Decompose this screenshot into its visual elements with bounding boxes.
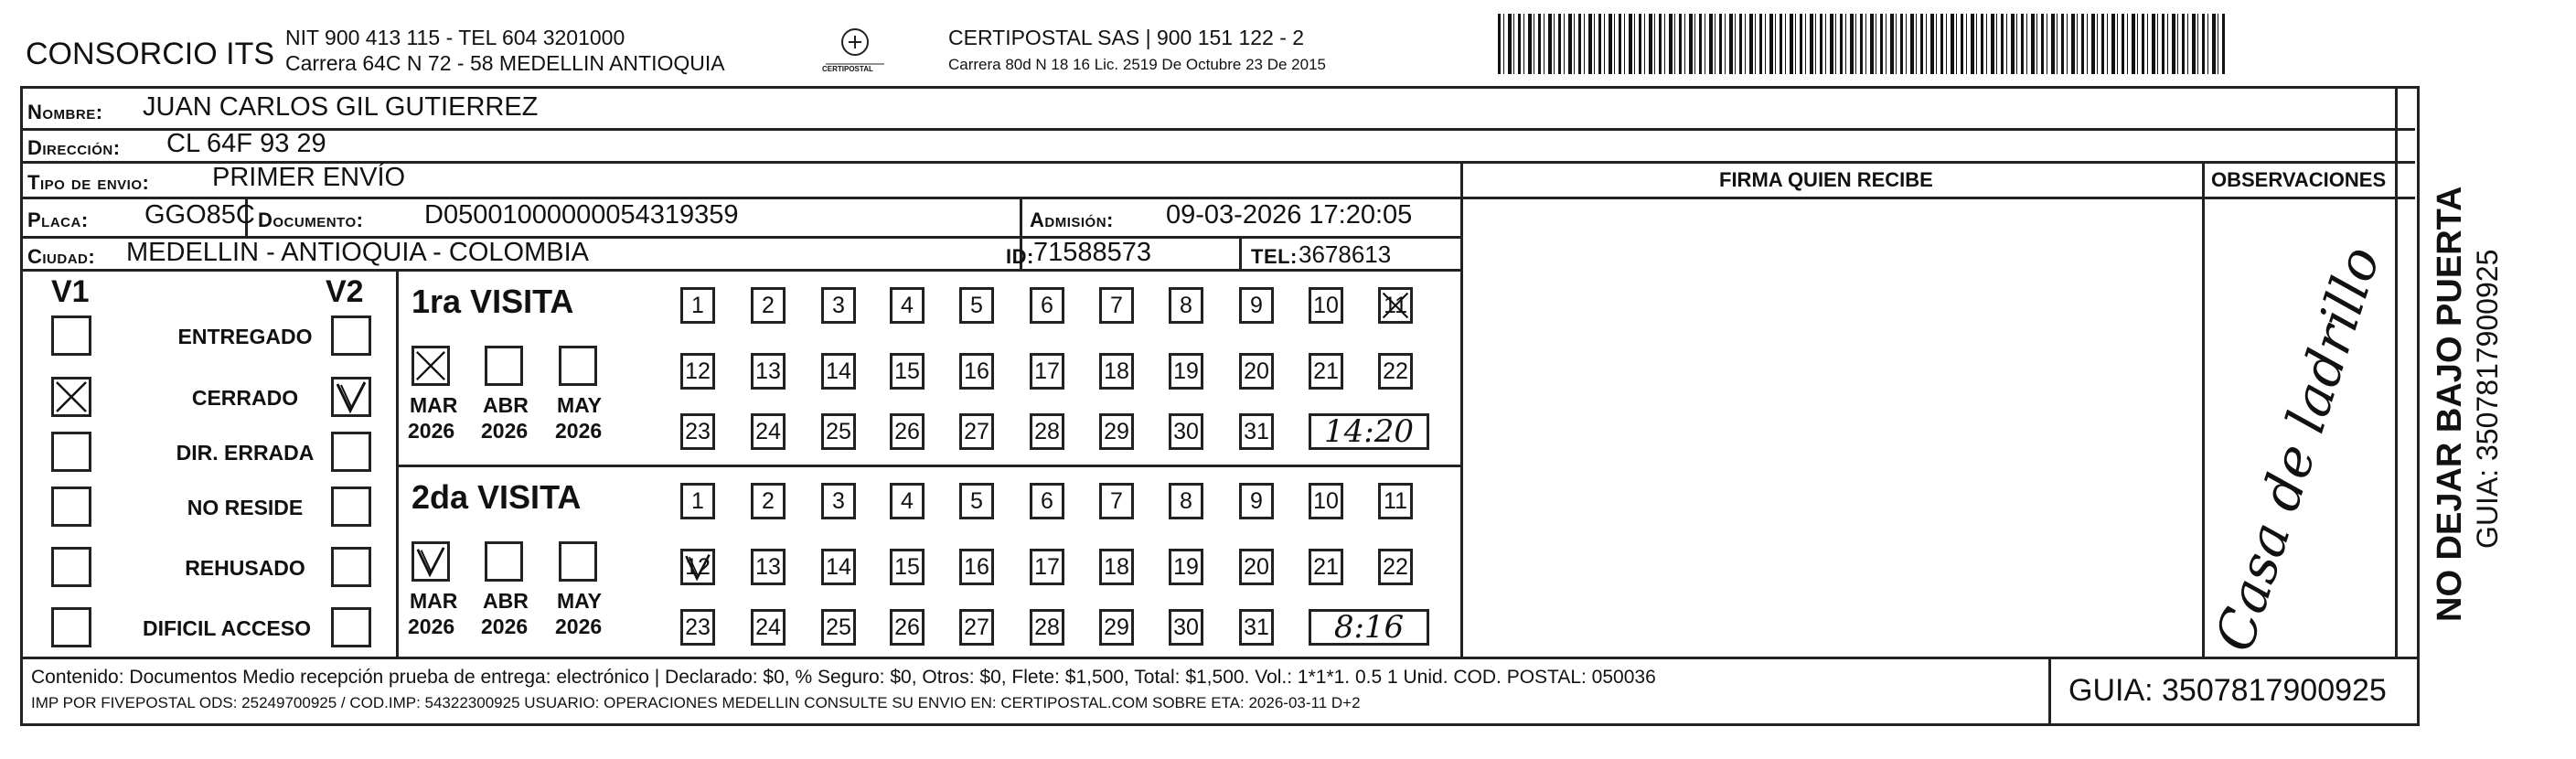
day-box[interactable]: 29 <box>1099 609 1134 646</box>
admision-value: 09-03-2026 17:20:05 <box>1166 200 1413 230</box>
company-name: CONSORCIO ITS <box>26 37 275 71</box>
status-v1-checkbox[interactable] <box>51 607 91 647</box>
day-box[interactable]: 19 <box>1169 549 1203 585</box>
day-box[interactable]: 26 <box>890 413 925 450</box>
day-box[interactable]: 2 <box>751 287 786 324</box>
day-box[interactable]: 12 <box>680 353 715 390</box>
year-label: 2026 <box>408 615 455 638</box>
day-box[interactable]: 28 <box>1030 413 1064 450</box>
day-box[interactable]: 13 <box>751 549 786 585</box>
day-box[interactable]: 26 <box>890 609 925 646</box>
day-box[interactable]: 28 <box>1030 609 1064 646</box>
month-checkbox[interactable] <box>412 541 450 582</box>
side-guia: GUIA: 3507817900925 <box>2471 249 2504 549</box>
placa-value: GGO85C <box>144 200 255 230</box>
tipo-envio-label: Tipo de envio: <box>27 171 150 194</box>
day-box[interactable]: 7 <box>1099 483 1134 519</box>
day-box[interactable]: 18 <box>1099 549 1134 585</box>
day-box[interactable]: 15 <box>890 549 925 585</box>
day-box[interactable]: 10 <box>1309 287 1343 324</box>
day-box[interactable]: 23 <box>680 609 715 646</box>
placa-label: Placa: <box>27 208 89 231</box>
status-v1-checkbox[interactable] <box>51 547 91 587</box>
ciudad-label: Ciudad: <box>27 245 96 268</box>
carrier-line-1: CERTIPOSTAL SAS | 900 151 122 - 2 <box>948 26 1305 49</box>
day-box[interactable]: 4 <box>890 483 925 519</box>
month-checkbox[interactable] <box>485 541 523 582</box>
day-box[interactable]: 16 <box>959 353 994 390</box>
day-box[interactable]: 11 <box>1378 483 1413 519</box>
day-box[interactable]: 1 <box>680 287 715 324</box>
check-mark-icon <box>683 551 712 583</box>
status-v1-checkbox[interactable] <box>51 486 91 527</box>
v1-header: V1 <box>51 274 90 309</box>
status-v2-checkbox[interactable] <box>331 432 371 472</box>
day-box[interactable]: 2 <box>751 483 786 519</box>
day-box[interactable]: 31 <box>1239 609 1274 646</box>
day-box[interactable]: 21 <box>1309 549 1343 585</box>
status-v1-checkbox[interactable] <box>51 377 91 417</box>
observaciones-header: OBSERVACIONES <box>2211 168 2387 191</box>
day-box[interactable]: 29 <box>1099 413 1134 450</box>
month-label: MAR <box>410 589 458 613</box>
firma-header: FIRMA QUIEN RECIBE <box>1719 168 1933 191</box>
visit-title: 2da VISITA <box>412 478 582 516</box>
day-box[interactable]: 18 <box>1099 353 1134 390</box>
day-box[interactable]: 31 <box>1239 413 1274 450</box>
day-box[interactable]: 9 <box>1239 483 1274 519</box>
footer-imp: IMP POR FIVEPOSTAL ODS: 25249700925 / COD.IMP: 54322300925 USUARIO: OPERACIONES MEDELLIN CONSULTE SU ENVIO EN: CERTIPOSTAL.COM SOBRE ETA: 2026-03-11 D+2 <box>31 694 1361 711</box>
day-box[interactable]: 4 <box>890 287 925 324</box>
day-box[interactable]: 20 <box>1239 353 1274 390</box>
day-box[interactable]: 21 <box>1309 353 1343 390</box>
direccion-label: Dirección: <box>27 136 121 159</box>
day-box[interactable]: 3 <box>821 287 856 324</box>
day-box[interactable]: 7 <box>1099 287 1134 324</box>
month-label: MAY <box>557 393 602 417</box>
year-label: 2026 <box>555 615 603 638</box>
year-label: 2026 <box>481 419 529 443</box>
ciudad-value: MEDELLIN - ANTIOQUIA - COLOMBIA <box>126 238 589 267</box>
day-box[interactable]: 8 <box>1169 287 1203 324</box>
month-label: MAR <box>410 393 458 417</box>
day-box[interactable]: 3 <box>821 483 856 519</box>
day-box[interactable]: 27 <box>959 609 994 646</box>
day-box[interactable]: 10 <box>1309 483 1343 519</box>
company-info-2: Carrera 64C N 72 - 58 MEDELLIN ANTIOQUIA <box>285 51 725 75</box>
documento-value: D05001000000054319359 <box>424 200 739 230</box>
day-box[interactable]: 24 <box>751 609 786 646</box>
month-checkbox[interactable] <box>559 346 597 386</box>
check-mark-icon <box>1381 290 1410 321</box>
day-box[interactable]: 12 <box>680 549 715 585</box>
day-box[interactable]: 11 <box>1378 287 1413 324</box>
footer-guia: GUIA: 3507817900925 <box>2068 673 2387 708</box>
day-box[interactable]: 14 <box>821 353 856 390</box>
status-v2-checkbox[interactable] <box>331 315 371 356</box>
documento-label: Documento: <box>258 208 364 231</box>
side-warning: NO DEJAR BAJO PUERTA <box>2431 186 2469 622</box>
day-box[interactable]: 30 <box>1169 413 1203 450</box>
day-box[interactable]: 6 <box>1030 287 1064 324</box>
check-mark-icon <box>54 380 89 414</box>
day-box[interactable]: 25 <box>821 413 856 450</box>
month-label: MAY <box>557 589 602 613</box>
month-checkbox[interactable] <box>559 541 597 582</box>
status-label: DIFICIL ACCESO <box>142 616 311 640</box>
day-box[interactable]: 9 <box>1239 287 1274 324</box>
year-label: 2026 <box>408 419 455 443</box>
status-v2-checkbox[interactable] <box>331 547 371 587</box>
nombre-value: JUAN CARLOS GIL GUTIERREZ <box>143 92 539 122</box>
barcode <box>1498 14 2225 74</box>
day-box[interactable]: 19 <box>1169 353 1203 390</box>
status-v1-checkbox[interactable] <box>51 315 91 356</box>
admision-label: Admisión: <box>1030 208 1114 231</box>
status-label: REHUSADO <box>185 556 305 580</box>
year-label: 2026 <box>555 419 603 443</box>
day-box[interactable]: 17 <box>1030 353 1064 390</box>
day-box[interactable]: 5 <box>959 287 994 324</box>
status-label: DIR. ERRADA <box>176 441 315 465</box>
footer-contenido: Contenido: Documentos Medio recepción prueba de entrega: electrónico | Declarado: $0, % Seguro: $0, Otros: $0, Flete: $1,500, Total: $1,500. Vol.: 1*1*1. 0.5 1 Unid. COD. POSTAL: 050036 <box>31 667 1656 688</box>
day-box[interactable]: 22 <box>1378 353 1413 390</box>
check-mark-icon <box>414 544 447 579</box>
handwritten-observation <box>2202 239 2392 659</box>
day-box[interactable]: 30 <box>1169 609 1203 646</box>
v2-header: V2 <box>326 274 364 309</box>
check-mark-icon <box>334 380 369 414</box>
nombre-label: Nombre: <box>27 101 103 123</box>
month-checkbox[interactable] <box>412 346 450 386</box>
day-box[interactable]: 24 <box>751 413 786 450</box>
day-box[interactable]: 1 <box>680 483 715 519</box>
status-v1-checkbox[interactable] <box>51 432 91 472</box>
carrier-line-2: Carrera 80d N 18 16 Lic. 2519 De Octubre 23 De 2015 <box>948 56 1326 73</box>
month-checkbox[interactable] <box>485 346 523 386</box>
company-info-1: NIT 900 413 115 - TEL 604 3201000 <box>285 26 625 49</box>
certipostal-logo <box>818 24 892 79</box>
day-box[interactable]: 23 <box>680 413 715 450</box>
tel-label: TEL: <box>1251 245 1298 268</box>
day-box[interactable]: 27 <box>959 413 994 450</box>
visit-title: 1ra VISITA <box>412 283 574 320</box>
tipo-envio-value: PRIMER ENVÍO <box>212 163 406 192</box>
visit-time[interactable]: 14:20 <box>1309 413 1429 450</box>
tel-value: 3678613 <box>1299 241 1392 268</box>
check-mark-icon <box>414 348 447 383</box>
status-v2-checkbox[interactable] <box>331 607 371 647</box>
visit-time[interactable]: 8:16 <box>1309 609 1429 646</box>
logo-text: CERTIPOSTAL <box>822 65 873 73</box>
status-v2-checkbox[interactable] <box>331 377 371 417</box>
day-box[interactable]: 8 <box>1169 483 1203 519</box>
direccion-value: CL 64F 93 29 <box>166 129 326 158</box>
day-box[interactable]: 16 <box>959 549 994 585</box>
id-value: 71588573 <box>1033 238 1152 267</box>
observation-text: Casa de ladrillo <box>2202 239 2392 659</box>
day-box[interactable]: 22 <box>1378 549 1413 585</box>
id-label: ID: <box>1006 245 1034 268</box>
year-label: 2026 <box>481 615 529 638</box>
day-box[interactable]: 14 <box>821 549 856 585</box>
status-v2-checkbox[interactable] <box>331 486 371 527</box>
status-label: NO RESIDE <box>187 496 304 519</box>
status-label: ENTREGADO <box>177 325 313 348</box>
day-box[interactable]: 15 <box>890 353 925 390</box>
day-box[interactable]: 6 <box>1030 483 1064 519</box>
month-label: ABR <box>483 589 529 613</box>
day-box[interactable]: 5 <box>959 483 994 519</box>
month-label: ABR <box>483 393 529 417</box>
day-box[interactable]: 17 <box>1030 549 1064 585</box>
day-box[interactable]: 13 <box>751 353 786 390</box>
day-box[interactable]: 25 <box>821 609 856 646</box>
day-box[interactable]: 20 <box>1239 549 1274 585</box>
status-label: CERRADO <box>191 386 299 410</box>
